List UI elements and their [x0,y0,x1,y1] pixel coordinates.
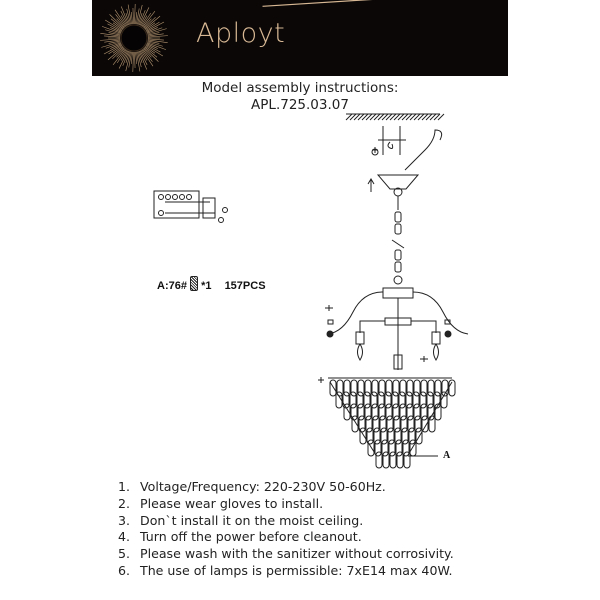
item-text: Don`t install it on the moist ceiling. [140,512,364,528]
item-text: Turn off the power before cleanout. [140,529,362,545]
crystal-part-icon [190,276,198,291]
item-number: 1. [118,479,131,494]
item-text: Please wash with the sanitizer without corrosivity. [140,546,454,562]
instruction-item [118,479,454,496]
part-quantity: *1 [201,280,212,292]
item-text: The use of lamps is permissible: 7xE14 max 40W. [140,562,453,578]
instruction-item [118,496,454,513]
instruction-item [118,529,454,546]
instruction-item [118,546,454,563]
chain-icon [392,196,404,284]
item-number: 3. [118,512,131,528]
wiring-terminal-block-icon [154,191,228,223]
piece-count: 157PCS [224,280,266,292]
item-number: 4. [118,529,131,545]
canopy-icon [378,175,418,189]
ceiling-hook-icon [372,126,406,155]
item-number: 5. [118,546,131,562]
crystal-tiers-icon [318,377,455,468]
lamp-arms-icon [325,288,468,370]
callout-a: A [443,450,451,461]
brand-name: Aployt [196,18,286,49]
title-line-1: Model assembly instructions: [201,80,399,96]
item-text: Please wear gloves to install. [140,495,324,511]
item-number: 6. [118,562,131,578]
model-number: APL.725.03.07 [251,97,349,113]
item-text: Voltage/Frequency: 220-230V 50-60Hz. [140,479,386,494]
ceiling-hatch-icon [346,114,444,120]
instruction-item [118,563,454,580]
instructions-list [118,479,454,580]
item-number: 2. [118,495,131,511]
part-code: A:76# [157,280,187,292]
part-label [157,276,266,292]
instruction-item [118,513,454,530]
